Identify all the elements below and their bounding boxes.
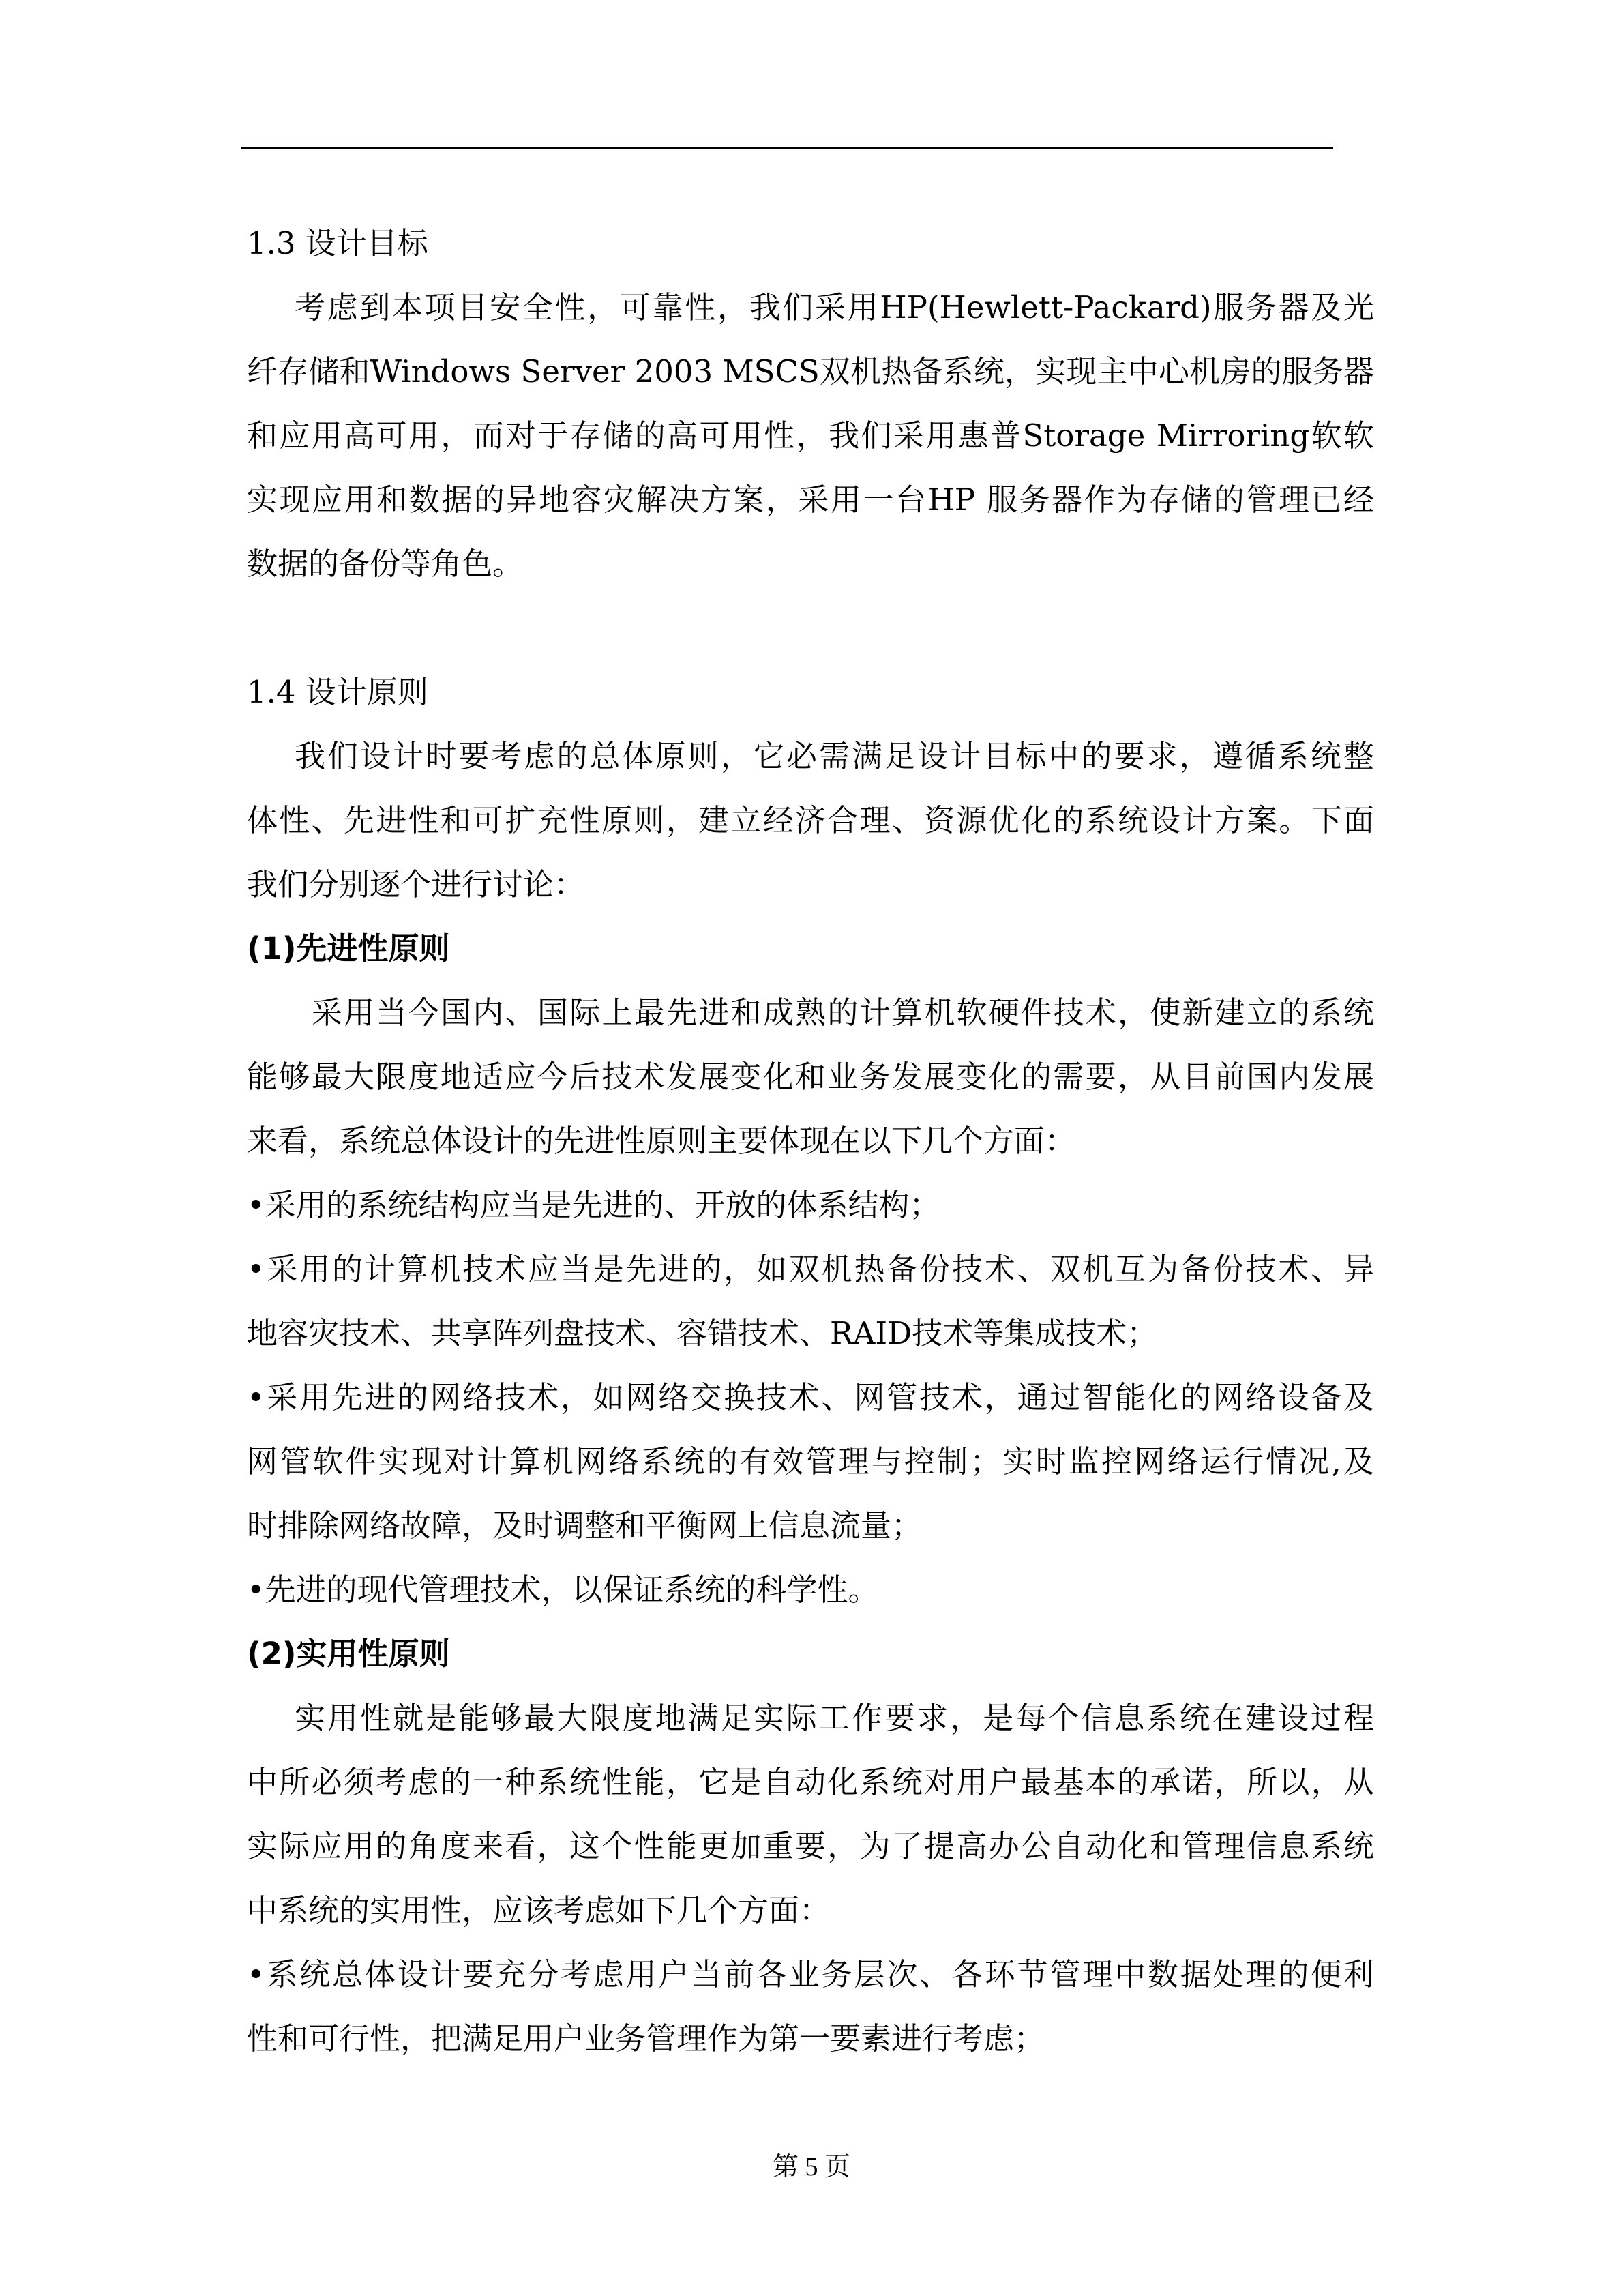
paragraph-line: 中所必须考虑的一种系统性能，它是自动化系统对用户最基本的承诺，所以，从	[247, 1764, 1374, 1800]
paragraph-line: 采用当今国内、国际上最先进和成熟的计算机软硬件技术，使新建立的系统	[312, 995, 1374, 1031]
section-heading-1-4: 1.4 设计原则	[247, 674, 428, 710]
paragraph-line: 和应用高可用，而对于存储的高可用性，我们采用惠普Storage Mirroring软软	[247, 417, 1374, 454]
principle-heading-advanced: (1)先进性原则	[247, 930, 450, 967]
paragraph-line: 实现应用和数据的异地容灾解决方案，采用一台HP 服务器作为存储的管理已经	[247, 482, 1374, 518]
paragraph-line: 纤存储和Windows Server 2003 MSCS双机热备系统，实现主中心机房的服务器	[247, 353, 1374, 389]
paragraph-line: 体性、先进性和可扩充性原则，建立经济合理、资源优化的系统设计方案。下面	[247, 802, 1374, 838]
bullet-item: •采用先进的网络技术，如网络交换技术、网管技术，通过智能化的网络设备及	[247, 1379, 1374, 1415]
paragraph-line: 中系统的实用性，应该考虑如下几个方面：	[247, 1892, 831, 1928]
header-rule	[241, 147, 1333, 149]
paragraph-line: 数据的备份等角色。	[247, 546, 524, 582]
paragraph-line: 能够最大限度地适应今后技术发展变化和业务发展变化的需要，从目前国内发展	[247, 1059, 1374, 1095]
bullet-item-continued: 网管软件实现对计算机网络系统的有效管理与控制；实时监控网络运行情况,及	[247, 1443, 1374, 1480]
paragraph-line: 实际应用的角度来看，这个性能更加重要，为了提高办公自动化和管理信息系统	[247, 1828, 1374, 1864]
bullet-item-continued: 性和可行性，把满足用户业务管理作为第一要素进行考虑；	[247, 2020, 1045, 2057]
bullet-item: •采用的计算机技术应当是先进的，如双机热备份技术、双机互为备份技术、异	[247, 1251, 1374, 1287]
principle-heading-practical: (2)实用性原则	[247, 1636, 450, 1672]
paragraph-line: 我们分别逐个进行讨论：	[247, 866, 585, 902]
paragraph-line: 考虑到本项目安全性，可靠性，我们采用HP(Hewlett-Packard)服务器及光	[295, 289, 1374, 325]
bullet-item-continued: 地容灾技术、共享阵列盘技术、容错技术、RAID技术等集成技术；	[247, 1315, 1158, 1351]
blank-line	[247, 596, 1374, 660]
bullet-item: •系统总体设计要充分考虑用户当前各业务层次、各环节管理中数据处理的便利	[247, 1956, 1374, 1992]
bullet-item: •采用的系统结构应当是先进的、开放的体系结构；	[247, 1187, 940, 1223]
section-heading-1-3: 1.3 设计目标	[247, 225, 428, 261]
paragraph-line: 实用性就是能够最大限度地满足实际工作要求，是每个信息系统在建设过程	[295, 1700, 1374, 1736]
bullet-item-continued: 时排除网络故障，及时调整和平衡网上信息流量；	[247, 1507, 923, 1544]
document-body	[247, 211, 1374, 2071]
paragraph-line: 我们设计时要考虑的总体原则，它必需满足设计目标中的要求，遵循系统整	[295, 738, 1374, 774]
bullet-item: •先进的现代管理技术，以保证系统的科学性。	[247, 1572, 879, 1608]
paragraph-line: 来看，系统总体设计的先进性原则主要体现在以下几个方面：	[247, 1123, 1076, 1159]
page-number: 第 5 页	[772, 2153, 850, 2181]
